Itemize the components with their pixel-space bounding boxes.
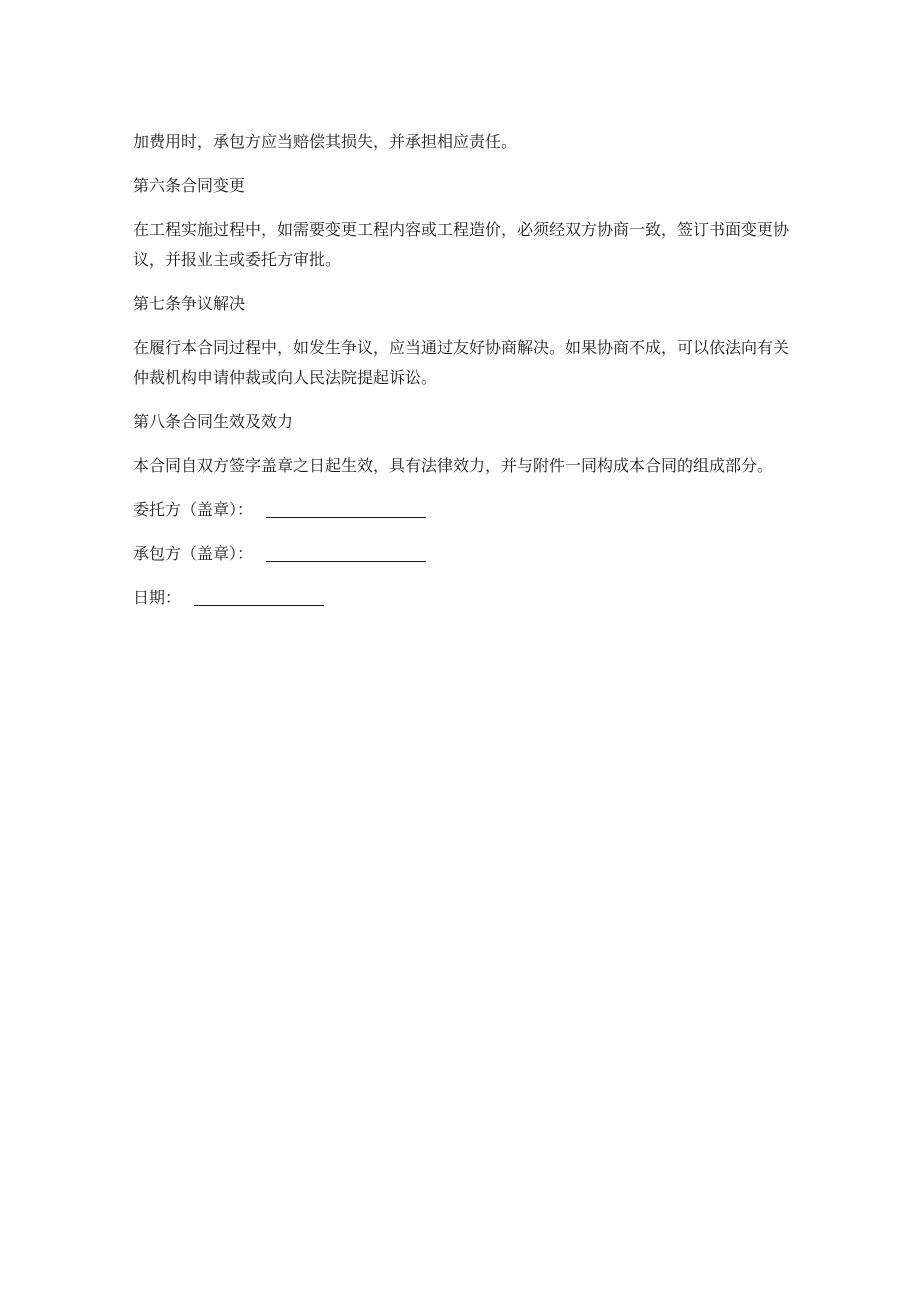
date-blank [194, 583, 324, 606]
clause-six-heading: 第六条合同变更 [133, 176, 246, 195]
date-row [133, 583, 793, 613]
clause-five-continuation: 加费用时，承包方应当赔偿其损失，并承担相应责任。 [133, 132, 518, 151]
clause-seven-text: 在履行本合同过程中，如发生争议，应当通过友好协商解决。如果协商不成，可以依法向有关仲裁机构申请仲裁或向人民法院提起诉讼。 [133, 338, 790, 387]
client-signature-blank [266, 495, 426, 518]
clause-six-text: 在工程实施过程中，如需要变更工程内容或工程造价，必须经双方协商一致，签订书面变更协议，并报业主或委托方审批。 [133, 220, 790, 269]
clause-eight-heading: 第八条合同生效及效力 [133, 412, 294, 431]
contract-body [133, 127, 793, 613]
clause-seven-heading: 第七条争议解决 [133, 294, 246, 313]
date-label: 日期： [133, 588, 182, 607]
client-signature-row [133, 495, 793, 525]
clause-eight-text: 本合同自双方签字盖章之日起生效，具有法律效力，并与附件一同构成本合同的组成部分。 [133, 456, 774, 475]
contractor-signature-label: 承包方（盖章）： [133, 544, 254, 563]
client-signature-label: 委托方（盖章）： [133, 500, 254, 519]
contractor-signature-blank [266, 539, 426, 562]
contractor-signature-row [133, 539, 793, 569]
